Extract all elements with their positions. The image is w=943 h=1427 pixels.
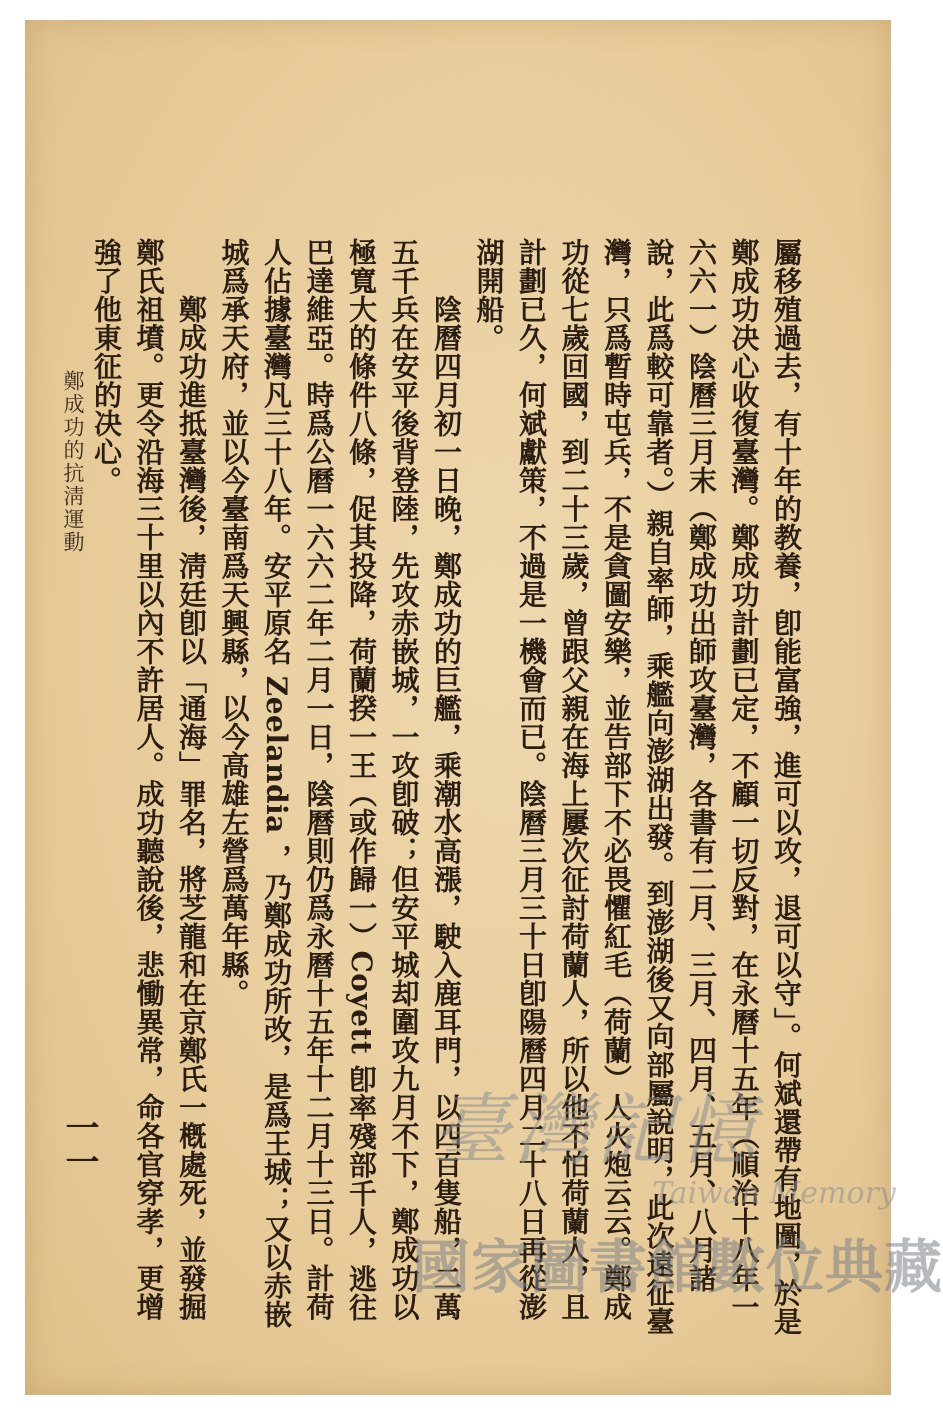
watermark-mark: 臺灣記憶 <box>432 1086 761 1176</box>
paragraph: 鄭成功進抵臺灣後，淸廷卽以「通海」罪名，將芝龍和在京鄭氏一槪處死，並發掘鄭氏祖墳。更令沿海三十里以內不許居人。成功聽說後，悲慟異常，命各官穿孝，更增強了他東征的决心。 <box>90 238 208 1321</box>
paragraph: 屬移殖過去，有十年的教養，卽能富強，進可以攻，退可以守」。何斌還帶有地圖，於是鄭成功决心收復臺灣。鄭成功計劃已定，不顧一切反對，在永曆十五年（順治十八年一六六一）陰曆三月末（鄭成功出師攻臺灣，各書有二月、三月、四月、五月、八月諸說，此爲較可靠者。）親自率師，乘艦向澎湖出發。到澎湖後又向部屬說明，此次遠征臺灣，只爲暫時屯兵，不是貪圖安樂，並告部下不必畏懼紅毛（荷蘭）人火炮云云。鄭成功從七歲回國，到二十三歲，曾跟父親在海上屢次征討荷蘭人，所以他不怕荷蘭人，且計劃已久，何斌獻策，不過是一機會而已。陰曆三月三十日卽陽曆四月二十八日再從澎湖開船。 <box>472 238 803 1336</box>
watermark-agency: 國家圖書館數位典藏 <box>412 1233 943 1301</box>
watermark-english: Taiwan Memory <box>652 1176 896 1211</box>
paragraph: 陰曆四月初一日晚，鄭成功的巨艦，乘潮水高漲，駛入鹿耳門，以四百隻船，二萬五千兵在安平後背登陸，先攻赤嵌城，一攻卽破；但安平城却圍攻九月不下，鄭成功以極寬大的條件八條，促其投降，荷蘭揆一王（或作歸一）Coyett 卽率殘部千人，逃往巴達維亞。時爲公曆一六六二年二月一日，陰曆則仍爲永曆十五年十二月十三日。計荷人佔據臺灣凡三十八年。安平原名 Zeelandia ，乃鄭成功所改，是爲王城；又以赤嵌城爲承天府，並以今臺南爲天興縣，以今高雄左營爲萬年縣。 <box>217 238 463 1329</box>
library-watermark <box>412 1068 943 1308</box>
page-number: 一一 <box>59 1110 99 1178</box>
running-head: 鄭成功的抗淸運動 <box>61 370 85 554</box>
